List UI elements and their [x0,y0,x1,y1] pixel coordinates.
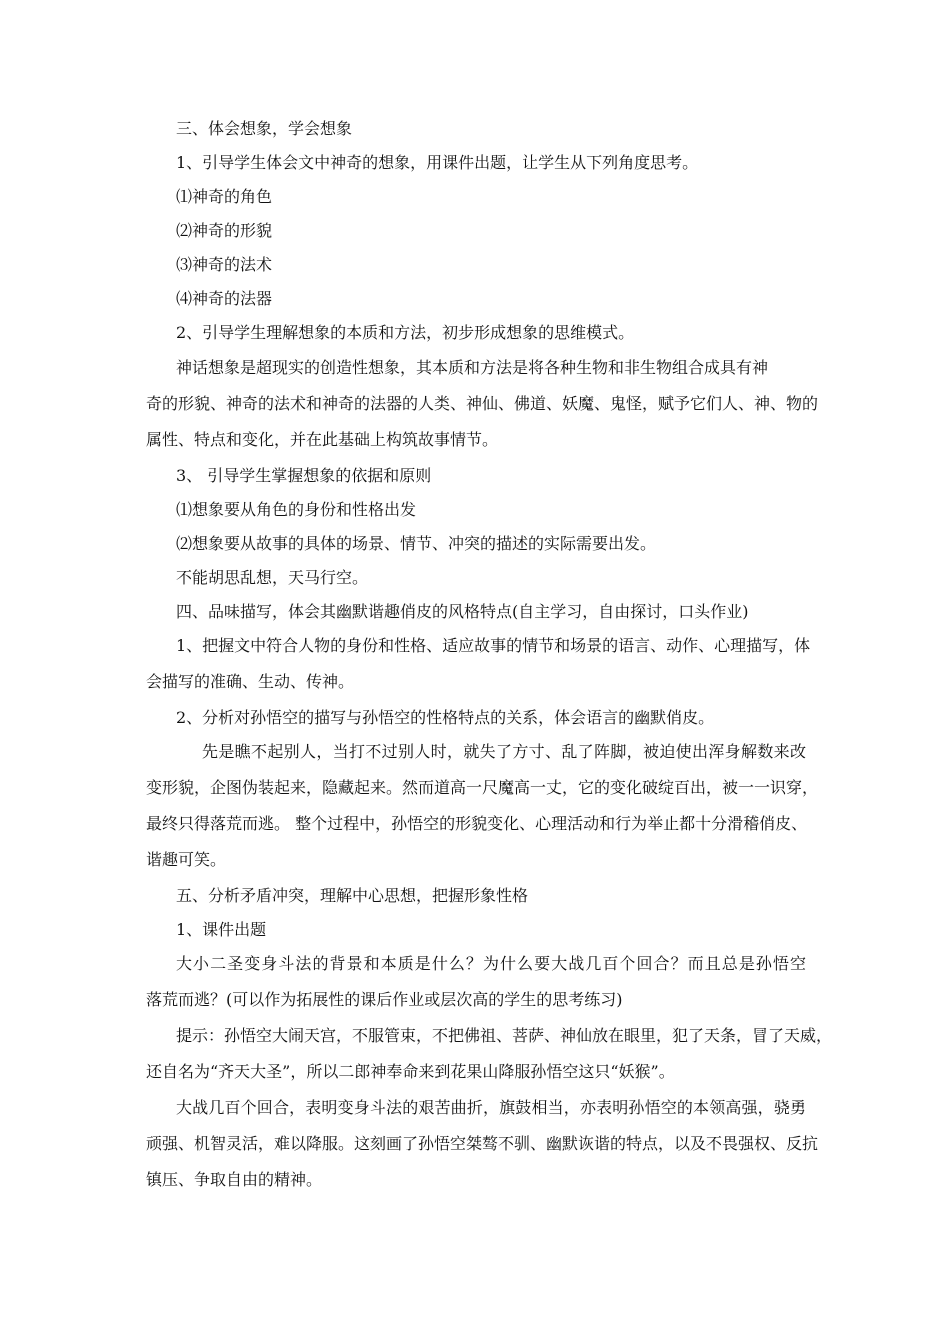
section-heading-4: 四、品味描写，体会其幽默谐趣俏皮的风格特点(自主学习，自由探讨，口头作业) [176,602,749,621]
list-item: ⑷神奇的法器 [176,289,273,308]
paragraph-line: 还自名为“齐天大圣”，所以二郎神奉命来到花果山降服孙悟空这只“妖猴”。 [146,1062,675,1081]
paragraph-line: 奇的形貌、神奇的法术和神奇的法器的人类、神仙、佛道、妖魔、鬼怪，赋予它们人、神、物的 [146,394,819,413]
paragraph-line: 变形貌，企图伪装起来，隐藏起来。然而道高一尺魔高一丈，它的变化破绽百出，被一一识穿， [146,778,819,797]
paragraph-line: 顽强、机智灵活，难以降服。这刻画了孙悟空桀骜不驯、幽默诙谐的特点，以及不畏强权、反抗 [146,1134,819,1153]
list-item: ⑶神奇的法术 [176,255,273,274]
paragraph-line: 提示：孙悟空大闹天宫，不服管束，不把佛祖、菩萨、神仙放在眼里，犯了天条，冒了天威， [176,1026,833,1045]
section-heading-3: 三、体会想象，学会想象 [176,119,353,138]
paragraph-line: 属性、特点和变化，并在此基础上构筑故事情节。 [146,430,499,449]
paragraph-line: 2、分析对孙悟空的描写与孙悟空的性格特点的关系，体会语言的幽默俏皮。 [176,708,715,727]
paragraph-line: 大战几百个回合，表明变身斗法的艰苦曲折，旗鼓相当，亦表明孙悟空的本领高强，骁勇 [176,1098,806,1117]
paragraph-line: 不能胡思乱想，天马行空。 [176,568,369,587]
list-item: ⑴想象要从角色的身份和性格出发 [176,500,417,519]
list-item: ⑵神奇的形貌 [176,221,273,240]
paragraph-line: 镇压、争取自由的精神。 [146,1170,323,1189]
list-item: ⑴神奇的角色 [176,187,273,206]
paragraph-line: 神话想象是超现实的创造性想象，其本质和方法是将各种生物和非生物组合成具有神 [176,358,769,377]
paragraph-line: 谐趣可笑。 [146,850,227,869]
paragraph-line: 最终只得落荒而逃。 整个过程中，孙悟空的形貌变化、心理活动和行为举止都十分滑稽俏皮、 [146,814,808,833]
paragraph-line: 会描写的准确、生动、传神。 [146,672,355,691]
list-item: ⑵想象要从故事的具体的场景、情节、冲突的描述的实际需要出发。 [176,534,657,553]
paragraph-line: 2、引导学生理解想象的本质和方法，初步形成想象的思维模式。 [176,323,635,342]
paragraph-line: 大小二圣变身斗法的背景和本质是什么？为什么要大战几百个回合？而且总是孙悟空 [176,954,806,973]
paragraph-line: 落荒而逃？(可以作为拓展性的课后作业或层次高的学生的思考练习) [146,990,623,1009]
section-heading-5: 五、分析矛盾冲突，理解中心思想，把握形象性格 [176,886,529,905]
paragraph-line: 先是瞧不起别人，当打不过别人时，就失了方寸、乱了阵脚，被迫使出浑身解数来改 [202,742,806,761]
paragraph-line: 1、引导学生体会文中神奇的想象，用课件出题，让学生从下列角度思考。 [176,153,699,172]
paragraph-line: 3、 引导学生掌握想象的依据和原则 [176,466,432,485]
paragraph-line: 1、课件出题 [176,920,267,939]
paragraph-line: 1、把握文中符合人物的身份和性格、适应故事的情节和场景的语言、动作、心理描写，体 [176,636,811,655]
